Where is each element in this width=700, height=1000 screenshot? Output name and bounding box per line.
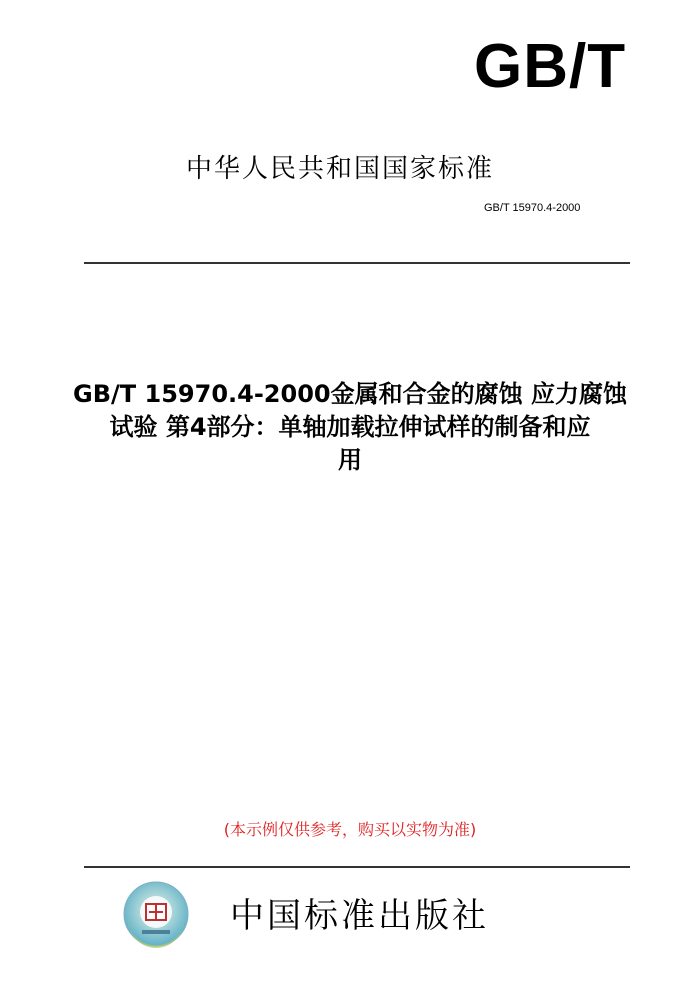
gbt-logo: GB/T bbox=[474, 32, 627, 101]
title-line-1: GB/T 15970.4-2000金属和合金的腐蚀 应力腐蚀 bbox=[73, 380, 627, 408]
top-divider bbox=[84, 262, 630, 264]
title-line-3: 用 bbox=[338, 446, 362, 474]
standard-code: GB/T 15970.4-2000 bbox=[484, 202, 581, 214]
document-title bbox=[40, 378, 660, 477]
publisher-name: 中国标准出版社 bbox=[230, 896, 489, 936]
national-standard-heading: 中华人民共和国国家标准 bbox=[186, 154, 495, 184]
sample-note: (本示例仅供参考，购买以实物为准) bbox=[223, 820, 477, 839]
title-line-2: 试验 第4部分：单轴加载拉伸试样的制备和应 bbox=[109, 413, 591, 441]
bottom-divider bbox=[84, 866, 630, 868]
publisher-seal-icon bbox=[122, 880, 190, 948]
